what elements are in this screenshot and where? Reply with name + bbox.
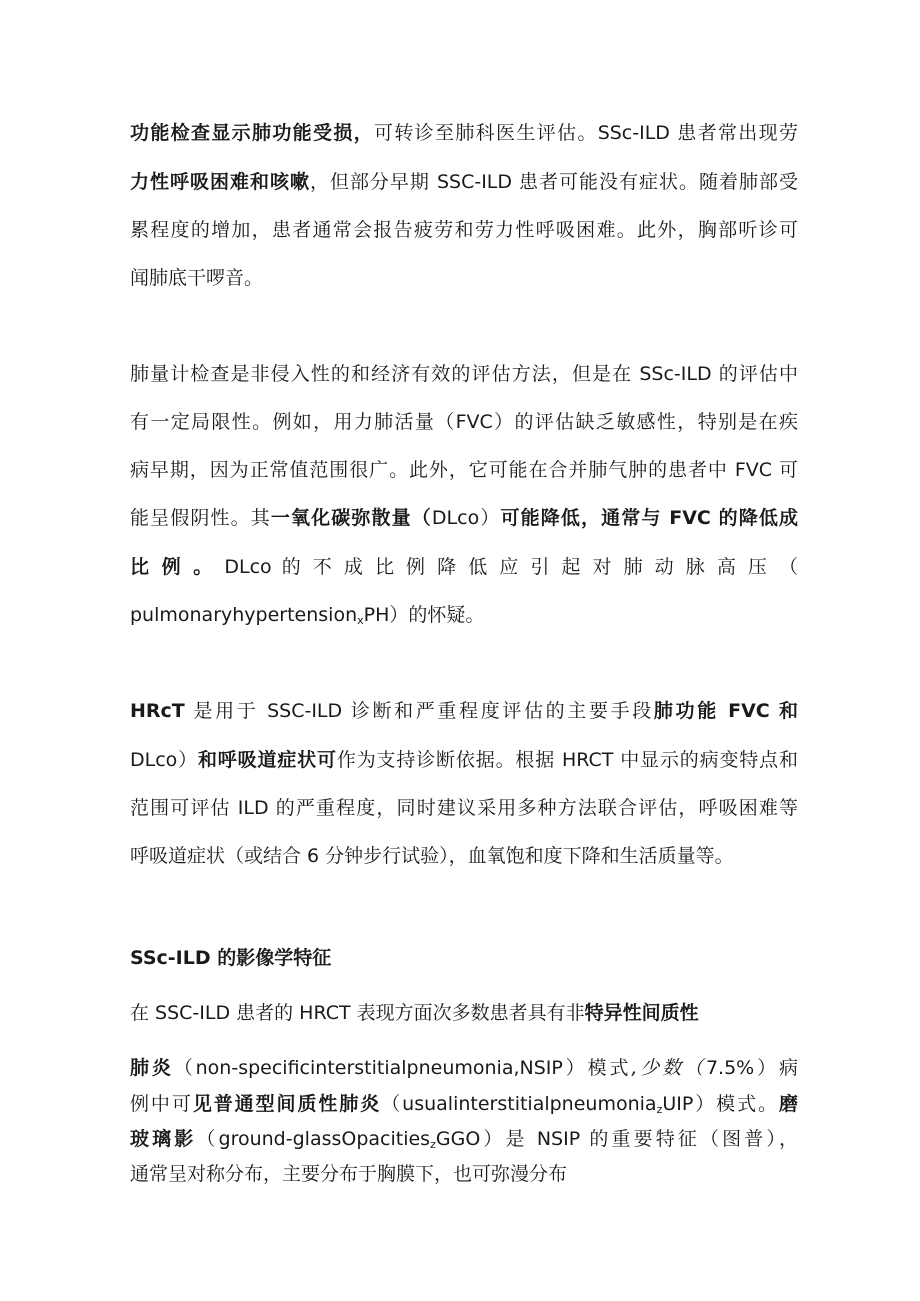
p1-line-1 [130,121,798,145]
p2-line-6 [130,603,798,627]
p4-line-2 [130,1056,798,1080]
bold-text: 和呼吸道症状可 [197,749,337,771]
text: 是用于 SSC-ILD 诊断和严重程度评估的主要手段 [184,700,654,722]
p1-line-2 [130,170,798,194]
text: 范围可评估 ILD 的严重程度，同时建议采用多种方法联合评估，呼吸困难等 [130,797,798,819]
bold-text: 一氧化碳弥散量（ [270,507,432,529]
text: DLco 的 不 成 比 例 降 低 应 引 起 对 肺 动 脉 高 压 （ [214,556,798,578]
text: UIP）模式。 [662,1093,779,1115]
text: 累程度的增加，患者通常会报告疲劳和劳力性呼吸困难。此外，胸部听诊可 [130,219,798,241]
p4-line-3 [130,1092,798,1116]
heading-text: SSc-ILD 的影像学特征 [130,947,332,969]
text: 能呈假阴性。其 [130,507,271,529]
p3-line-3 [130,796,798,820]
p4-line-5 [130,1162,798,1186]
bold-text: 见普通型间质性肺炎 [192,1093,382,1115]
text: ，但部分早期 SSC-ILD 患者可能没有症状。随着肺部受 [309,171,798,193]
bold-text: 比 例 。 [130,556,215,578]
p1-line-3 [130,218,798,242]
subscript: z [430,1138,436,1151]
text: 通常呈对称分布，主要分布于胸膜下，也可弥漫分布 [130,1163,568,1185]
p4-line-4 [130,1127,798,1151]
subscript: z [656,1103,663,1116]
text: PH）的怀疑。 [363,604,485,626]
bold-text: 特异性间质性 [584,1002,699,1024]
bold-text: 磨 [778,1093,798,1115]
text: GGO）是 NSIP 的重要特征（图普）， [435,1128,798,1150]
p1-line-4 [130,266,798,290]
p3-line-4 [130,844,798,868]
text: 肺量计检查是非侵入性的和经济有效的评估方法，但是在 SSc-ILD 的评估中 [130,363,798,385]
bold-text: 玻璃影 [130,1128,197,1150]
text: 闻肺底干啰音。 [130,267,264,289]
bold-text: HRcT [130,700,185,722]
p2-line-5 [130,555,798,579]
text: （ground-glassOpacities [196,1128,431,1150]
text: 有一定局限性。例如，用力肺活量（FVC）的评估缺乏敏感性，特别是在疾 [130,411,798,433]
text: 可转诊至肺科医生评估。SSc-ILD 患者常出现劳 [374,122,798,144]
bold-text: 力性呼吸困难和咳嗽 [130,171,310,193]
p3-line-1 [130,699,798,723]
italic-text: ,少数（ [631,1057,706,1079]
text: （usualinterstitialpneumonia [381,1093,657,1115]
p2-line-2 [130,410,798,434]
bold-text: 功能检查显示肺功能受损， [130,122,375,144]
section-heading [130,946,798,970]
text: DLco） [431,507,501,529]
text: 例中可 [130,1093,193,1115]
p4-line-1 [130,1001,798,1025]
bold-text: 肺功能 FVC 和 [653,700,798,722]
text: （non-specificinterstitialpneumonia,NSIP）模式 [173,1057,632,1079]
text: 病早期，因为正常值范围很广。此外，它可能在合并肺气肿的患者中 FVC 可 [130,459,798,481]
bold-text: 可能降低，通常与 FVC 的降低成 [500,507,798,529]
text: 7.5%）病 [705,1057,798,1079]
p3-line-2 [130,748,798,772]
text: DLco） [130,749,198,771]
text: 作为支持诊断依据。根据 HRCT 中显示的病变特点和 [336,749,798,771]
text: 在 SSC-ILD 患者的 HRCT 表现方面次多数患者具有非 [130,1002,585,1024]
text: 呼吸道症状（或结合 6 分钟步行试验），血氧饱和度下降和生活质量等。 [130,845,734,867]
bold-text: 肺炎 [130,1057,174,1079]
subscript: x [357,614,364,627]
p2-line-3 [130,458,798,482]
text: pulmonaryhypertension [130,604,358,626]
p2-line-1 [130,362,798,386]
p2-line-4 [130,506,798,530]
